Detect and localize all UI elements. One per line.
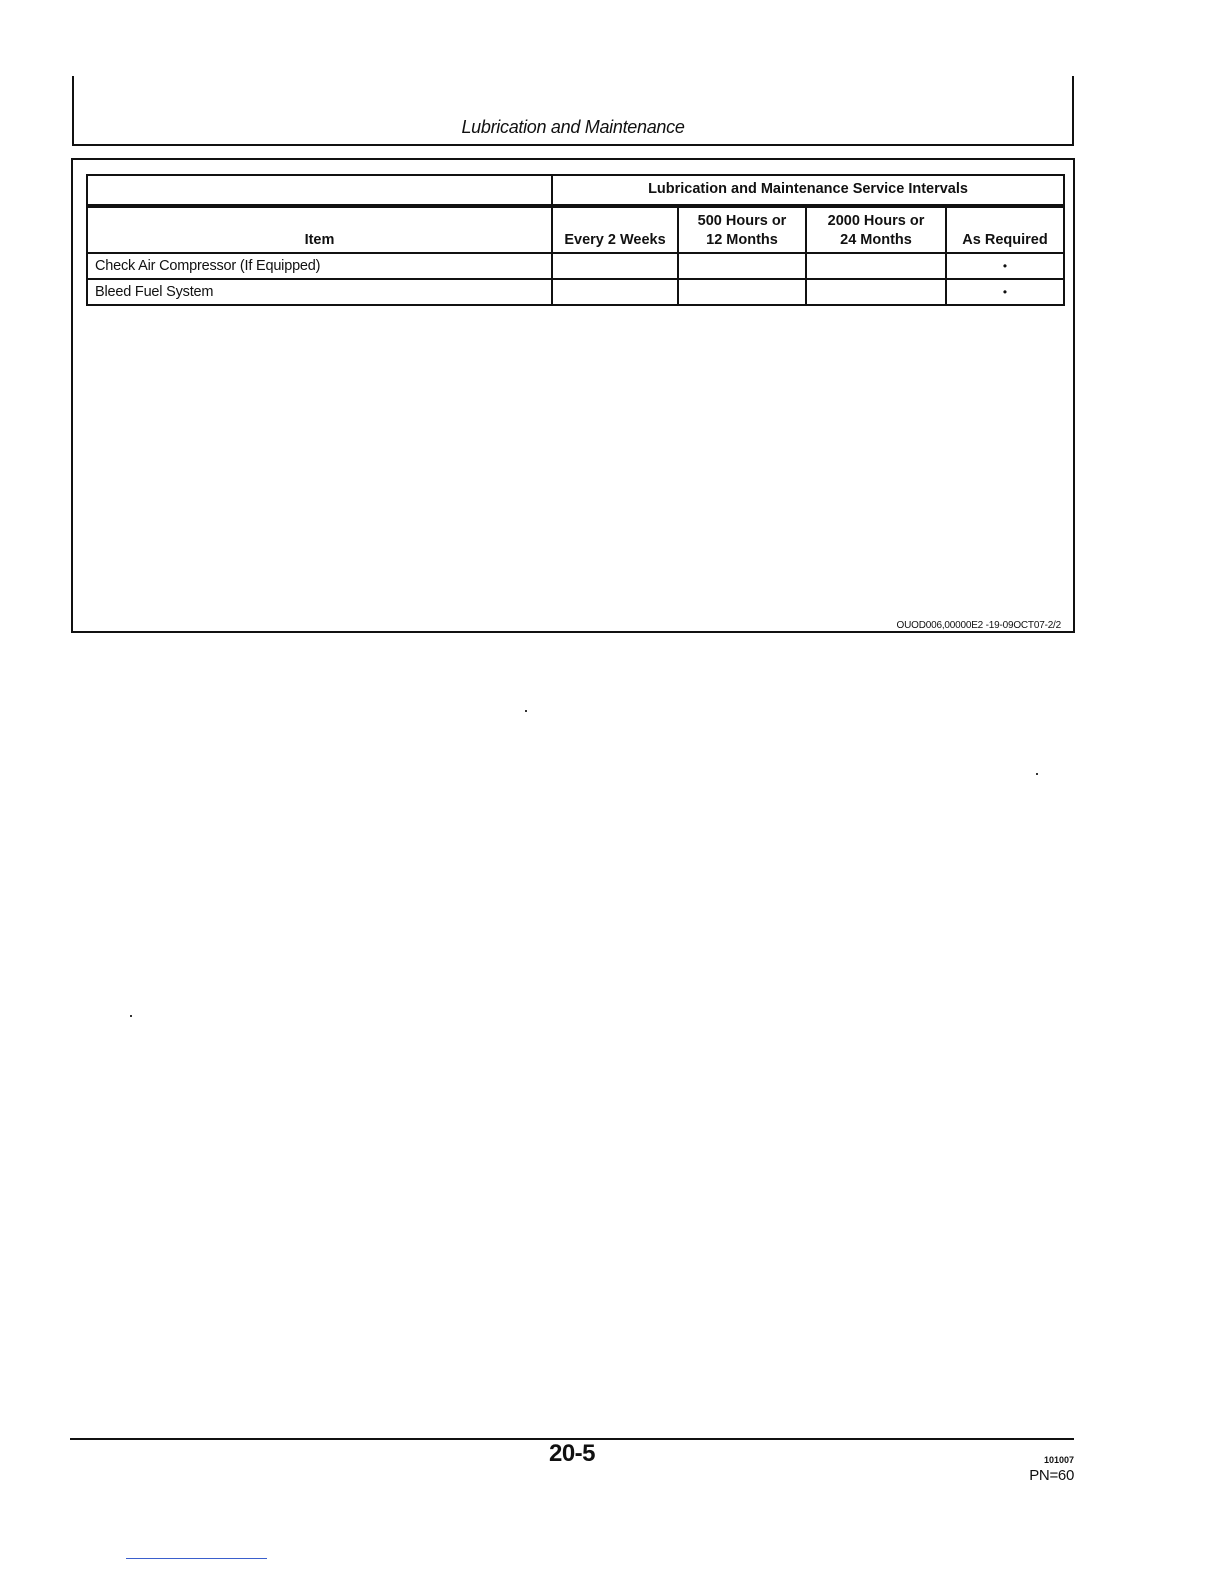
footer-pn: PN=60 xyxy=(1029,1467,1074,1484)
as-required-cell: • xyxy=(946,253,1064,279)
scan-speck xyxy=(525,710,527,712)
500-hours-header-line-2: 12 Months xyxy=(706,232,778,248)
item-cell: Check Air Compressor (If Equipped) xyxy=(87,253,552,279)
500-hours-cell xyxy=(678,253,806,279)
service-interval-table xyxy=(86,174,1065,306)
page-header-title: Lubrication and Maintenance xyxy=(461,117,685,137)
every-2-weeks-column-header: Every 2 Weeks xyxy=(552,206,678,253)
item-column-header: Item xyxy=(87,206,552,253)
header-frame xyxy=(72,76,1074,146)
document-reference: OUOD006,00000E2 -19-09OCT07-2/2 xyxy=(896,620,1061,631)
footer-code: 101007 xyxy=(1043,1455,1074,1465)
bottom-link-underline xyxy=(126,1558,267,1559)
group-header-row xyxy=(87,175,1064,206)
2000-hours-header-line-2: 24 Months xyxy=(840,232,912,248)
500-hours-column-header xyxy=(678,206,806,253)
every-2-weeks-cell xyxy=(552,253,678,279)
content-box xyxy=(71,158,1075,633)
scan-speck xyxy=(130,1015,132,1017)
scan-speck xyxy=(1036,773,1038,775)
500-hours-header-line-1: 500 Hours or xyxy=(697,213,787,229)
as-required-column-header: As Required xyxy=(946,206,1064,253)
2000-hours-cell xyxy=(806,253,946,279)
2000-hours-cell xyxy=(806,279,946,305)
item-cell: Bleed Fuel System xyxy=(87,279,552,305)
2000-hours-column-header xyxy=(806,206,946,253)
every-2-weeks-cell xyxy=(552,279,678,305)
column-header-row xyxy=(87,206,1064,253)
table-row xyxy=(87,253,1064,279)
500-hours-cell xyxy=(678,279,806,305)
as-required-cell: • xyxy=(946,279,1064,305)
table-row xyxy=(87,279,1064,305)
2000-hours-header-line-1: 2000 Hours or xyxy=(827,213,925,229)
page-number: 20-5 xyxy=(548,1440,596,1467)
service-intervals-header: Lubrication and Maintenance Service Intervals xyxy=(552,175,1064,206)
empty-header-cell xyxy=(87,175,552,206)
